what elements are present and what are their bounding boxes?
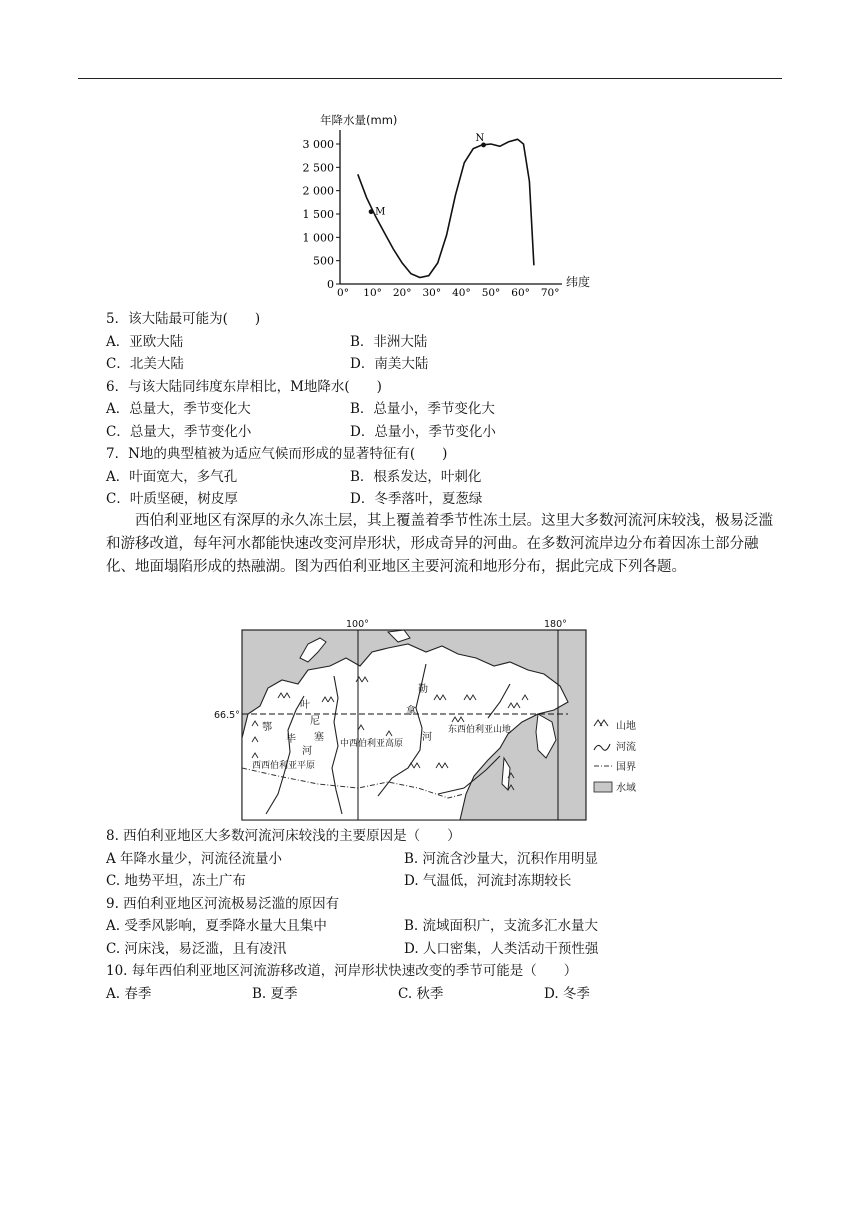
reading-passage — [106, 510, 780, 579]
chart-xtick-label: 60° — [511, 287, 530, 299]
chart-point-m — [369, 209, 374, 214]
chart-xtick-label: 30° — [422, 287, 442, 299]
legend-label-border: 国界 — [616, 762, 636, 773]
passage-text: 西伯利亚地区有深厚的永久冻土层，其上覆盖着季节性冻土层。这里大多数河流河床较浅，极易泛滥和游移改道，每年河水都能快速改变河岸形状，形成奇异的河曲。在多数河流岸边分布着因冻土部分融化、地面塌陷形成的热融湖。图为西伯利亚地区主要河流和地形分布，据此完成下列各题。 — [106, 513, 773, 575]
map-label-ye: 叶 — [300, 700, 310, 711]
chart-ylabel: 年降水量(mm) — [320, 113, 398, 127]
answer-option: C. 秋季 — [398, 985, 444, 1002]
question-stem: 6．与该大陆同纬度东岸相比，M地降水( ) — [106, 378, 382, 395]
chart-point-label: M — [375, 206, 386, 218]
chart-xtick-label: 20° — [392, 287, 412, 299]
map-label-sai: 塞 — [314, 732, 324, 743]
answer-option: C. 河床浅，易泛滥，且有凌汛 — [106, 940, 287, 957]
map-lon-100-label: 100° — [346, 619, 369, 630]
map-label-west-plain: 西西伯利亚平原 — [252, 761, 316, 771]
question-stem: 9. 西伯利亚地区河流极易泛滥的原因有 — [106, 895, 340, 912]
answer-option: C．叶质坚硬，树皮厚 — [106, 491, 238, 507]
answer-option: B．非洲大陆 — [350, 333, 428, 350]
map-label-le: 勒 — [418, 684, 428, 695]
answer-option: A．亚欧大陆 — [106, 333, 184, 350]
question-stem: 7．N地的典型植被为适应气候而形成的显著特征有( ) — [106, 446, 448, 462]
map-label-east-mountains: 东西伯利亚山地 — [448, 725, 512, 735]
chart-xlabel: 纬度 — [566, 275, 591, 289]
answer-option: A．叶面宽大，多气孔 — [106, 468, 238, 485]
answer-option: D．冬季落叶，夏葱绿 — [350, 491, 483, 507]
legend-label-mountain: 山地 — [616, 721, 636, 732]
chart-ytick-label: 500 — [313, 254, 334, 268]
header-rule — [78, 78, 782, 79]
chart-xtick-label: 50° — [481, 287, 501, 299]
chart-ytick-label: 1 000 — [302, 231, 334, 245]
map-lon-180-label: 180° — [544, 619, 567, 630]
chart-ytick-label: 3 000 — [302, 138, 334, 151]
map-label-he1: 河 — [302, 746, 312, 757]
answer-option: B. 夏季 — [252, 985, 298, 1002]
legend-label-river: 河流 — [616, 742, 636, 753]
answer-option: D．南美大陆 — [350, 356, 429, 372]
answer-option: B．总量小，季节变化大 — [350, 401, 495, 417]
question-stem: 10. 每年西伯利亚地区河流游移改道，河岸形状快速改变的季节可能是（ ） — [106, 963, 578, 979]
water-icon — [594, 782, 612, 792]
map-label-na: 拿 — [406, 706, 416, 717]
legend-label-water: 水域 — [616, 783, 636, 794]
answer-option: C. 地势平坦，冻土广布 — [106, 873, 246, 889]
answer-option: A. 春季 — [106, 985, 152, 1002]
map-label-e: 鄂 — [262, 722, 272, 733]
answer-option: C．北美大陆 — [106, 356, 184, 372]
chart-xtick-label: 10° — [363, 287, 382, 299]
siberia-map — [214, 618, 658, 822]
chart-ytick-label: 0 — [327, 278, 334, 291]
map-legend — [594, 719, 636, 794]
question-stem: 5．该大陆最可能为( ) — [106, 311, 261, 327]
chart-xtick-label: 70° — [540, 287, 560, 299]
map-lat-665-label: 66.5° — [214, 710, 240, 721]
answer-option: A. 受季风影响，夏季降水量大且集中 — [106, 918, 327, 934]
chart-ytick-label: 2 500 — [302, 161, 334, 175]
answer-option: B. 流域面积广，支流多汇水量大 — [404, 918, 599, 934]
map-label-bi: 毕 — [286, 734, 296, 745]
mountain-icon — [594, 720, 608, 726]
question-stem: 8. 西伯利亚地区大多数河流河床较浅的主要原因是（ ） — [106, 828, 461, 844]
map-label-central-plateau: 中西伯利亚高原 — [340, 739, 404, 749]
answer-option: C．总量大，季节变化小 — [106, 423, 252, 440]
precipitation-chart — [300, 108, 600, 300]
answer-option: B．根系发达，叶刺化 — [350, 468, 482, 485]
river-icon — [594, 744, 610, 750]
chart-xtick-label: 40° — [452, 287, 471, 299]
answer-option: D．总量小，季节变化小 — [350, 423, 496, 440]
chart-ytick-label: 1 500 — [302, 208, 334, 221]
map-label-ni: 尼 — [310, 716, 320, 727]
answer-option: D. 气温低，河流封冻期较长 — [404, 873, 572, 889]
answer-option: D. 冬季 — [544, 985, 590, 1002]
chart-ytick-label: 2 000 — [302, 184, 334, 198]
answer-option: A 年降水量少，河流径流量小 — [106, 850, 283, 867]
map-label-he2: 河 — [422, 732, 432, 743]
answer-option: B. 河流含沙量大，沉积作用明显 — [404, 850, 599, 867]
chart-point-label: N — [475, 132, 485, 144]
answer-option: D. 人口密集，人类活动干预性强 — [404, 940, 599, 957]
answer-option: A．总量大，季节变化大 — [106, 401, 251, 417]
chart-xtick-label: 0° — [337, 287, 349, 299]
